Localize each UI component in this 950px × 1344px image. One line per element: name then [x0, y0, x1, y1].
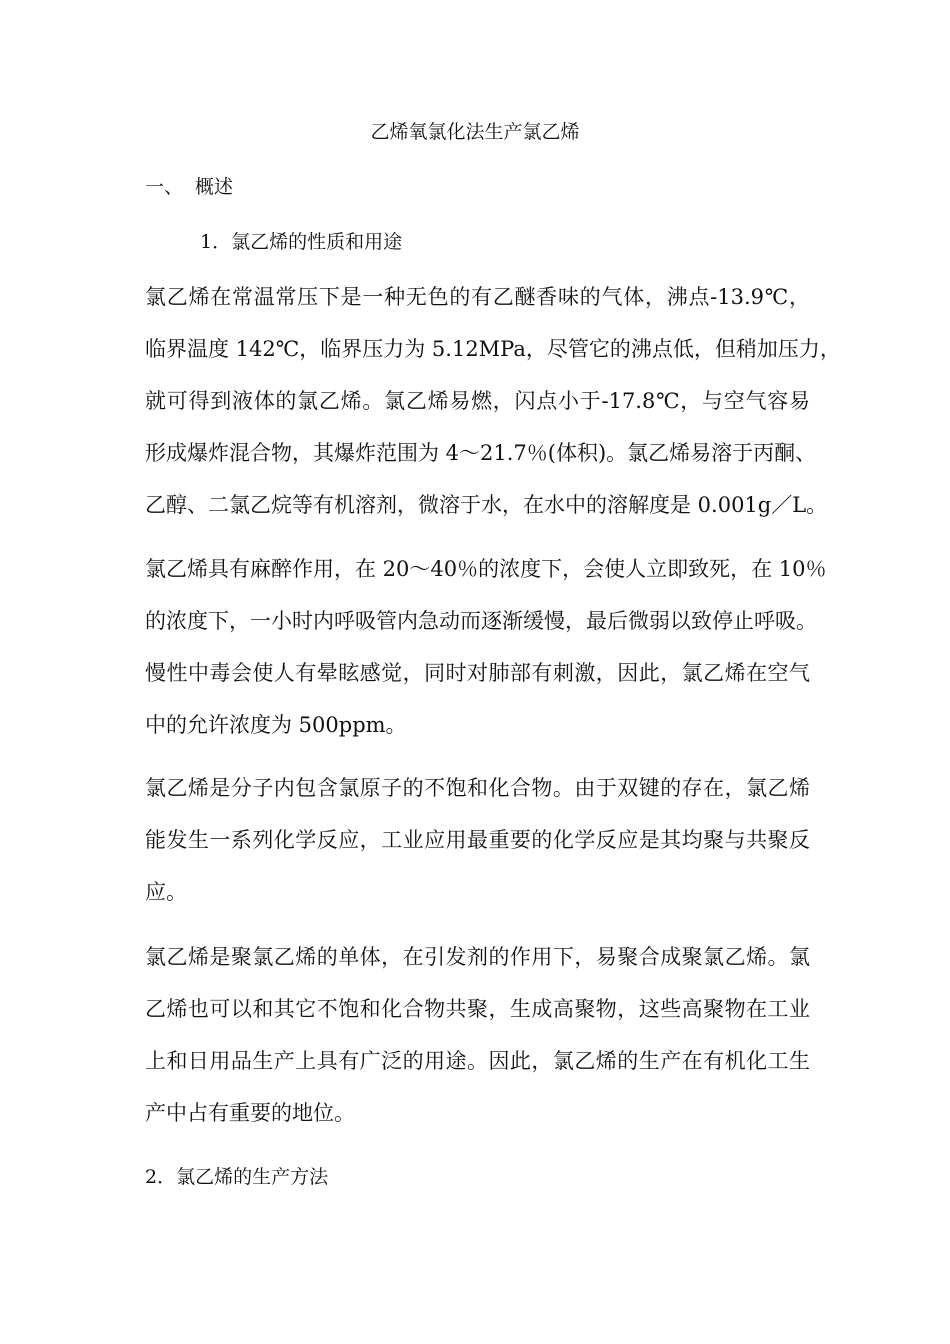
subsection-heading-production-methods: 2．氯乙烯的生产方法: [145, 1166, 329, 1188]
text-line: 乙烯也可以和其它不饱和化合物共聚，生成高聚物，这些高聚物在工业: [145, 997, 810, 1021]
text-line: 氯乙烯是聚氯乙烯的单体，在引发剂的作用下，易聚合成聚氯乙烯。氯: [145, 945, 810, 969]
text-line: 能发生一系列化学反应，工业应用最重要的化学反应是其均聚与共聚反: [145, 828, 810, 852]
paragraph-reactivity: [145, 762, 810, 918]
section-number: 一、: [145, 176, 184, 198]
section-heading-overview: [145, 171, 233, 203]
section-label: 概述: [195, 176, 234, 198]
text-line: 氯乙烯是分子内包含氯原子的不饱和化合物。由于双键的存在，氯乙烯: [145, 776, 810, 800]
text-line: 临界温度 142℃，临界压力为 5.12MPa，尽管它的沸点低，但稍加压力，: [145, 337, 841, 361]
text-line: 应。: [145, 880, 187, 904]
text-line: 的浓度下，一小时内呼吸管内急动而逐渐缓慢，最后微弱以致停止呼吸。: [145, 609, 817, 633]
text-line: 慢性中毒会使人有晕眩感觉，同时对肺部有刺激，因此，氯乙烯在空气: [145, 661, 810, 685]
text-line: 形成爆炸混合物，其爆炸范围为 4～21.7％(体积)。氯乙烯易溶于丙酮、: [145, 441, 817, 465]
text-line: 就可得到液体的氯乙烯。氯乙烯易燃，闪点小于-17.8℃，与空气容易: [145, 389, 810, 413]
text-line: 乙醇、二氯乙烷等有机溶剂，微溶于水，在水中的溶解度是 0.001g／L。: [145, 493, 828, 517]
paragraph-properties: [145, 271, 841, 531]
text-line: 产中占有重要的地位。: [145, 1101, 355, 1125]
document-title: 乙烯氧氯化法生产氯乙烯: [370, 121, 580, 143]
subsection-heading-properties: 1．氯乙烯的性质和用途: [200, 231, 403, 253]
text-line: 氯乙烯在常温常压下是一种无色的有乙醚香味的气体，沸点-13.9℃，: [145, 285, 810, 309]
text-line: 上和日用品生产上具有广泛的用途。因此，氯乙烯的生产在有机化工生: [145, 1049, 810, 1073]
paragraph-toxicity: [145, 543, 827, 751]
text-line: 中的允许浓度为 500ppm。: [145, 713, 407, 737]
text-line: 氯乙烯具有麻醉作用，在 20～40％的浓度下，会使人立即致死，在 10％: [145, 557, 827, 581]
paragraph-uses: [145, 931, 810, 1139]
